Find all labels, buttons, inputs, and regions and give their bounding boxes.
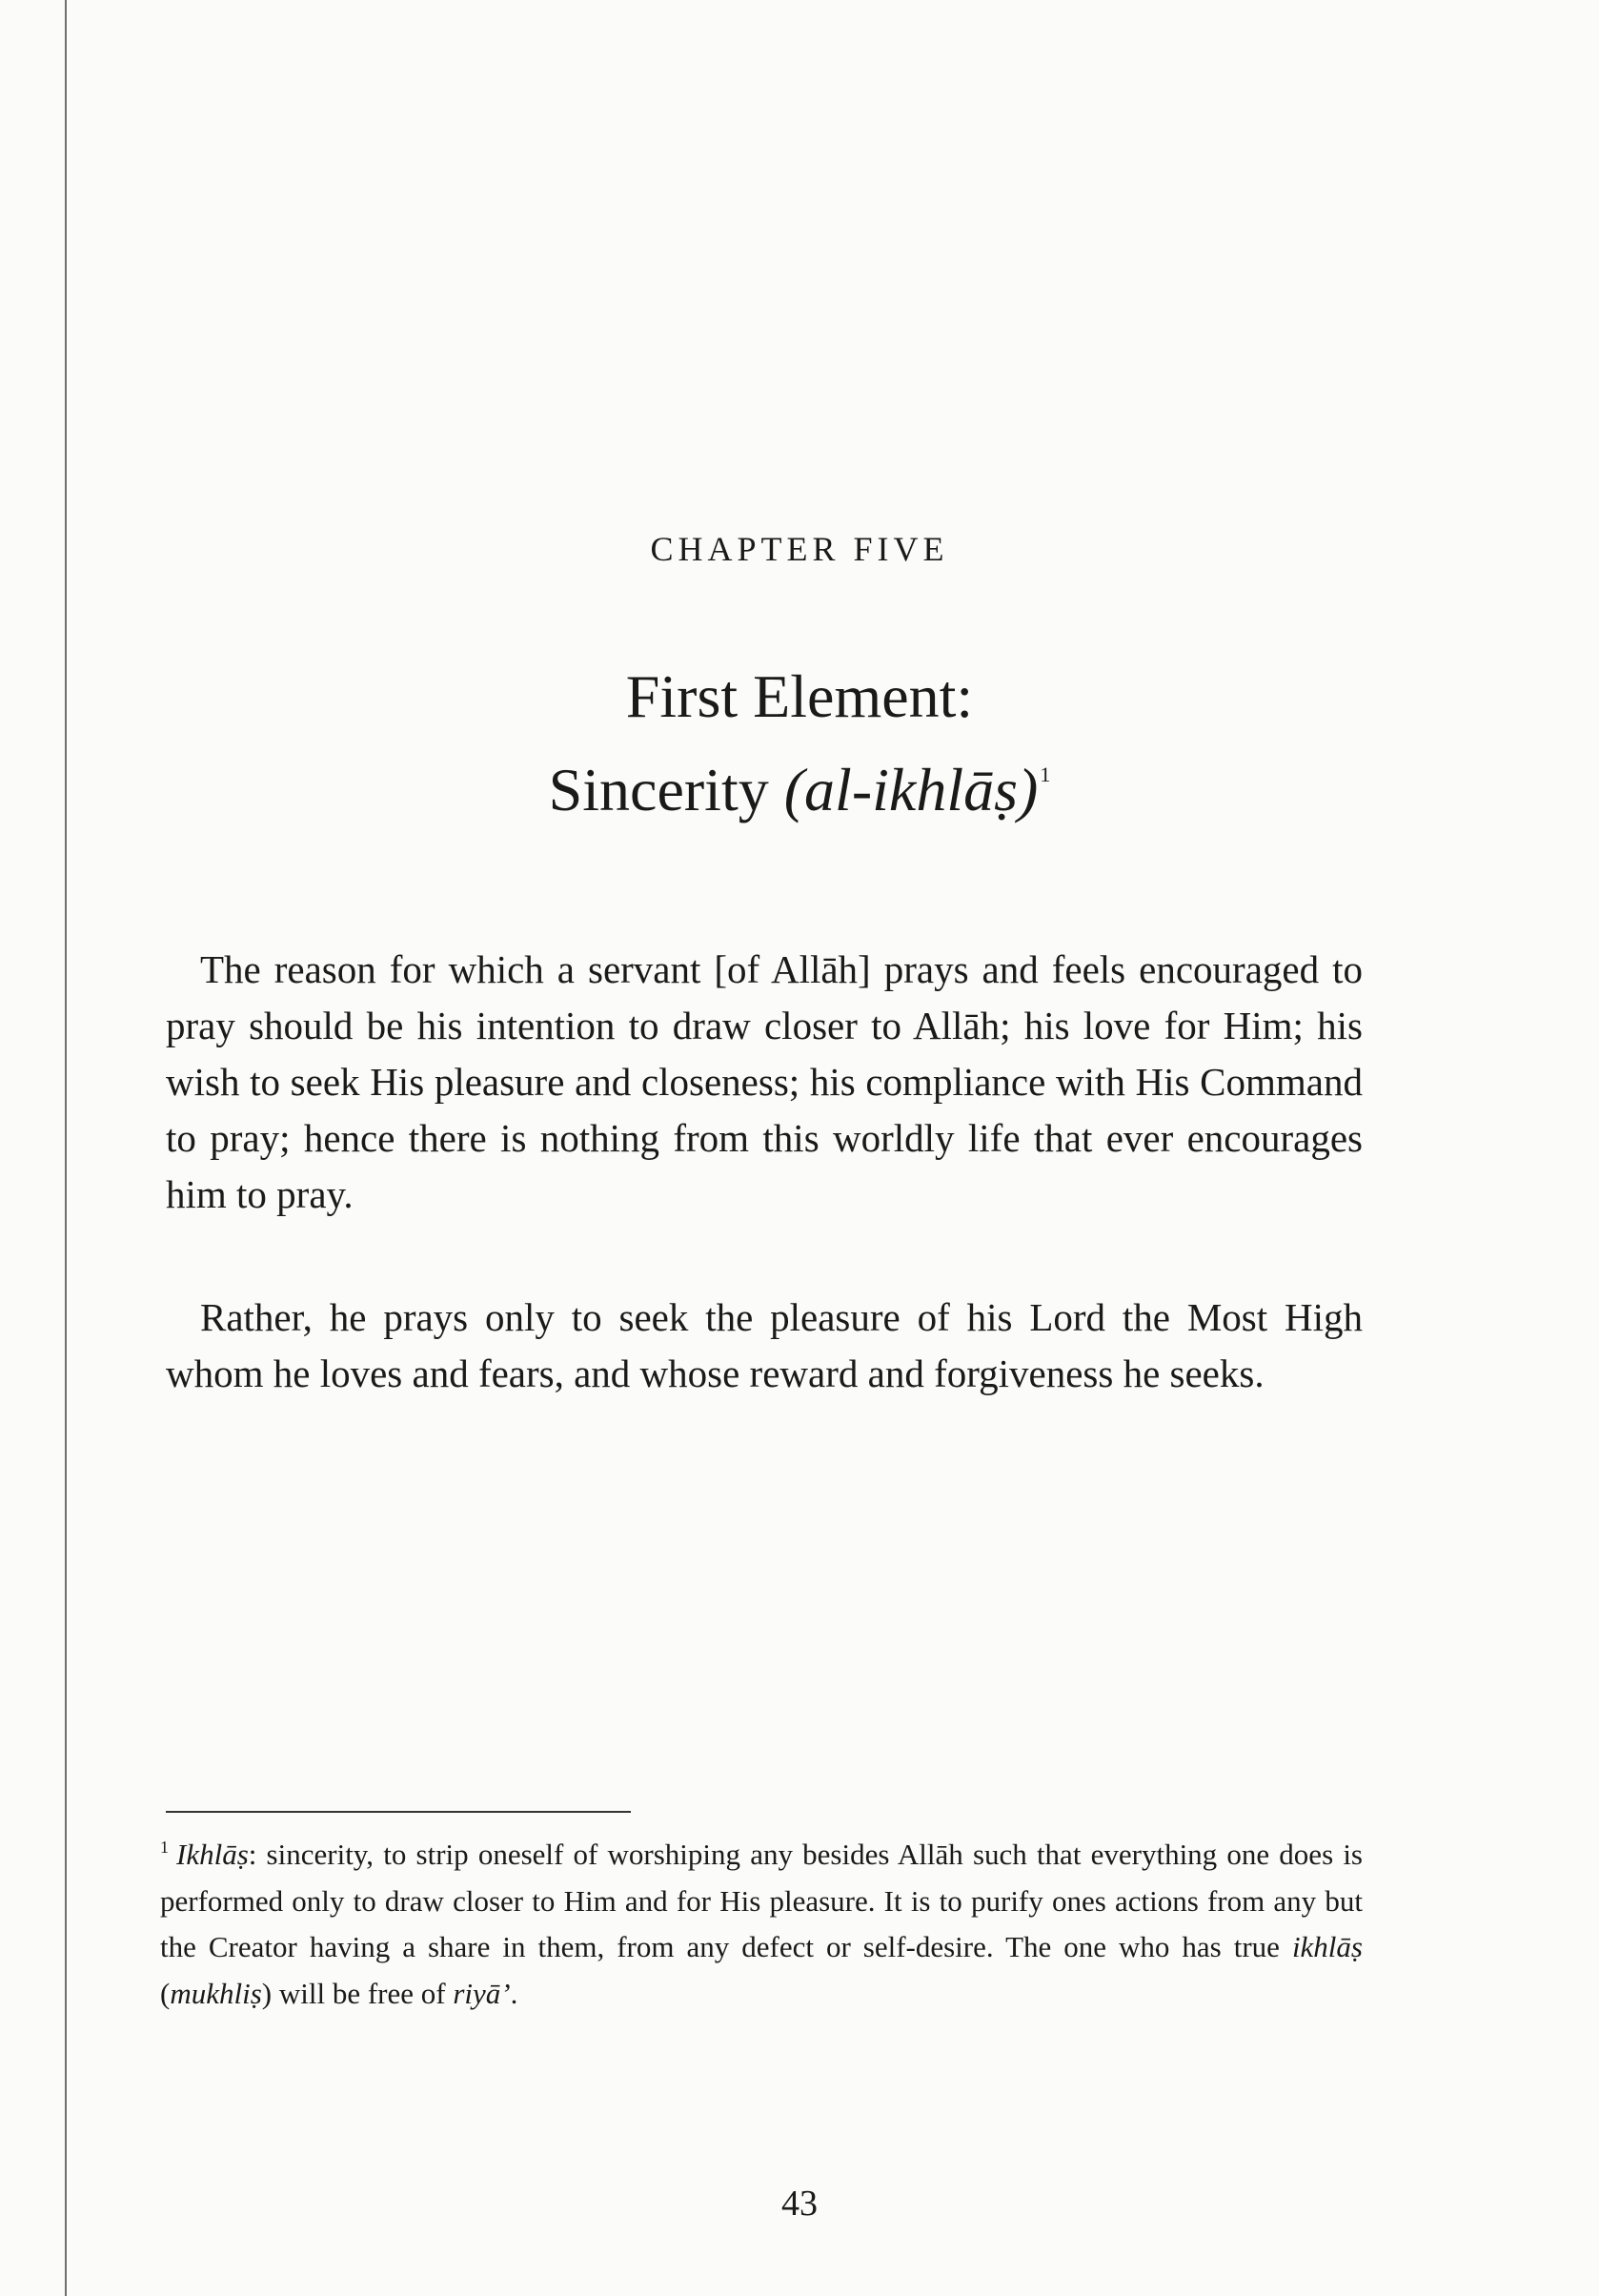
footnote-number: 1 — [160, 1838, 169, 1857]
footnote-reference[interactable]: 1 — [1040, 762, 1051, 786]
footnote-divider — [166, 1811, 631, 1813]
footnote-close-paren: ) — [261, 1976, 273, 2010]
footnote-term: Ikhlāṣ — [176, 1838, 249, 1871]
title-word: Sincerity — [548, 756, 769, 823]
footnote — [160, 1824, 1363, 2017]
body-paragraph-2: Rather, he prays only to seek the pleasure of his Lord the Most High whom he loves and fears, and whose reward and forgiveness he seeks. — [166, 1295, 1363, 1395]
page-number: 43 — [781, 2184, 818, 2224]
body-paragraph-1: The reason for which a servant [of Allāh] prays and feels encouraged to pray should be his intention to draw closer to Allāh; his love for Him; his wish to seek His pleasure and closeness; his compliance with His Command to pray; hence there is nothing from this worldly life that ever encourages him to pray. — [166, 947, 1363, 1216]
chapter-title — [0, 658, 1599, 829]
title-line-2 — [0, 736, 1599, 829]
footnote-text: : sincerity, to strip oneself of worshiping any besides Allāh such that everything one does is performed only to draw closer to Him and for His pleasure. It is to purify ones actions from any but the Creator having a share in them, from any defect or self-desire. The one who has true — [160, 1838, 1363, 1963]
footnote-term-4: riyā’ — [453, 1976, 511, 2010]
footnote-term-2: ikhlāṣ — [1291, 1930, 1363, 1963]
page-gutter-line — [65, 0, 67, 2296]
footnote-open-paren: ( — [160, 1976, 171, 2010]
footnote-text-tail: will be free of — [272, 1976, 454, 2010]
title-line-1: First Element: — [625, 662, 974, 730]
chapter-label: CHAPTER FIVE — [650, 530, 949, 568]
footnote-term-3: mukhliṣ — [170, 1976, 262, 2010]
title-arabic-term: (al-ikhlāṣ) — [783, 756, 1039, 823]
footnote-end: . — [510, 1976, 518, 2010]
